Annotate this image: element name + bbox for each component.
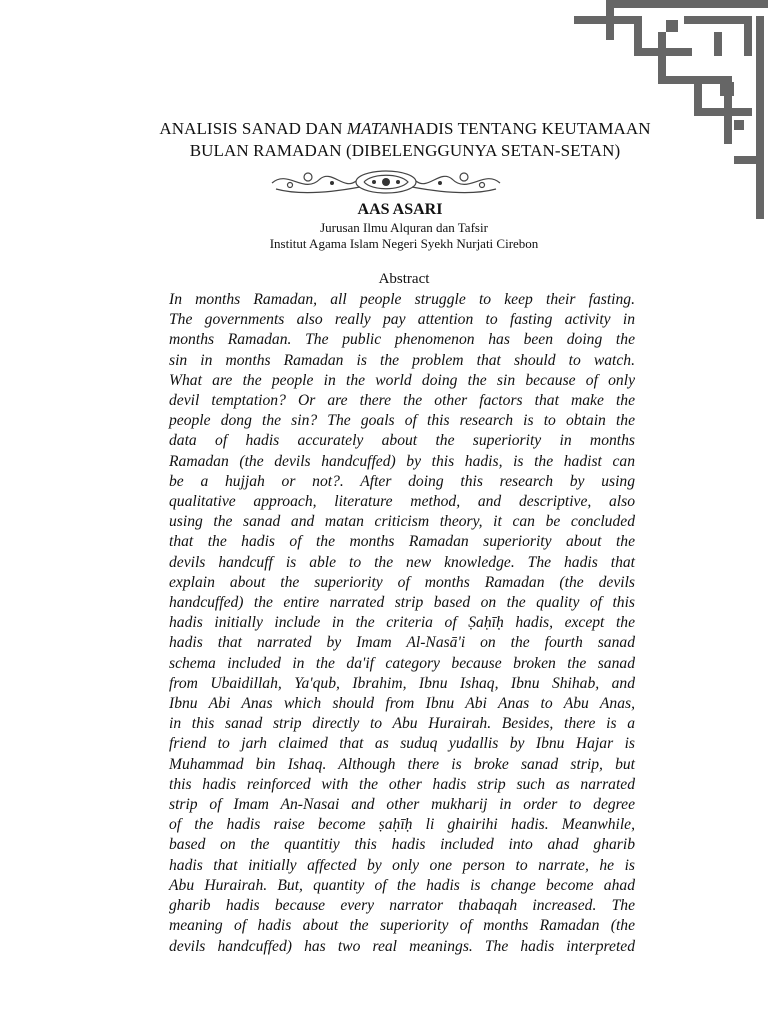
- paper-title: [120, 118, 690, 162]
- abstract-line: In months Ramadan, all people struggle to keep their fasting.: [169, 291, 635, 308]
- title-line-2: BULAN RAMADAN (DIBELENGGUNYA SETAN-SETAN): [189, 141, 621, 160]
- floral-divider-icon: [268, 165, 504, 199]
- abstract-line: data of hadis accurately about the superiority in months: [169, 432, 635, 450]
- abstract-body: [169, 290, 635, 957]
- abstract-line: this hadis reinforced with the other hadis strip such as narrated: [169, 775, 635, 793]
- abstract-line: using the sanad and matan criticism theory, it can be concluded: [169, 513, 635, 531]
- abstract-line: gharib hadis because every narrator thabaqah increased. The: [169, 897, 635, 915]
- abstract-line: Muhammad bin Ishaq. Although there is broke sanad strip, but: [169, 755, 635, 773]
- abstract-line: explain about the superiority of months Ramadan (the devils: [169, 573, 635, 591]
- abstract-line: be a hujjah or not?. After doing this research by using: [169, 472, 635, 490]
- abstract-line: What are the people in the world doing the sin because of only: [169, 371, 635, 389]
- abstract-line: hadis that initially affected by only one person to narrate, he is: [169, 856, 635, 874]
- abstract-line: sin in months Ramadan is the problem that should to watch.: [169, 351, 635, 369]
- abstract-line: handcuffed) the entire narrated strip based on the quality of this: [169, 594, 635, 612]
- abstract-line: Abu Hurairah. But, quantity of the hadis is change become ahad: [169, 876, 635, 894]
- abstract-line: from Ubaidillah, Ya'qub, Ibrahim, Ibnu Ishaq, Ibnu Shihab, and: [169, 674, 635, 692]
- author-institution: Institut Agama Islam Negeri Syekh Nurjati Cirebon: [269, 236, 539, 251]
- abstract-heading: Abstract: [378, 271, 430, 287]
- title-line-1-part-b: HADIS TENTANG KEUTAMAAN: [401, 119, 651, 138]
- abstract-line: in this sanad strip directly to Abu Hurairah. Besides, there is a: [169, 715, 635, 733]
- abstract-line: The governments also really pay attention to fasting activity in: [169, 311, 635, 329]
- abstract-line: strip of Imam An-Nasai and other mukharij in order to degree: [169, 796, 635, 814]
- author-department: Jurusan Ilmu Alquran dan Tafsir: [320, 220, 488, 235]
- title-line-1-part-a: ANALISIS SANAD DAN: [159, 119, 347, 138]
- abstract-line: that the hadis of the months Ramadan superiority about the: [169, 533, 635, 551]
- abstract-line: devils handcuffed) has two real meanings. The hadis interpreted: [169, 937, 635, 955]
- abstract-line: schema included in the da'if category because broken the sanad: [169, 654, 635, 672]
- abstract-line: devil temptation? Or are there the other factors that make the: [169, 392, 635, 410]
- abstract-line: of the hadis raise become ṣaḥīḥ li ghairihi hadis. Meanwhile,: [169, 816, 635, 834]
- author-name: AAS ASARI: [357, 201, 443, 218]
- abstract-line: meaning of hadis about the superiority of months Ramadan (the: [169, 917, 635, 935]
- abstract-line: hadis that narrated by Imam Al-Nasā'i on the fourth sanad: [169, 634, 635, 652]
- abstract-line: based on the quantitiy this hadis included into ahad gharib: [169, 836, 635, 854]
- abstract-line: hadis initially include in the criteria of Ṣaḥīḥ hadis, except the: [169, 614, 635, 632]
- corner-ornament-icon: [538, 0, 768, 220]
- abstract-line: Ramadan (the devils handcuffed) by this hadis, is the hadist can: [169, 452, 635, 470]
- abstract-line: people dong the sin? The goals of this research is to obtain the: [169, 412, 635, 430]
- title-line-1: [120, 118, 690, 140]
- abstract-line: qualitative approach, literature method, and descriptive, also: [169, 493, 635, 511]
- abstract-line: Ibnu Abi Anas which should from Ibnu Abi Anas to Abu Anas,: [169, 695, 635, 713]
- abstract-line: months Ramadan. The public phenomenon has been doing the: [169, 331, 635, 349]
- abstract-line: friend to jarh claimed that as suduq yudallis by Ibnu Hajar is: [169, 735, 635, 753]
- abstract-line: devils handcuff is able to the new knowledge. The hadis that: [169, 553, 635, 571]
- title-line-1-italic: MATAN: [346, 119, 402, 138]
